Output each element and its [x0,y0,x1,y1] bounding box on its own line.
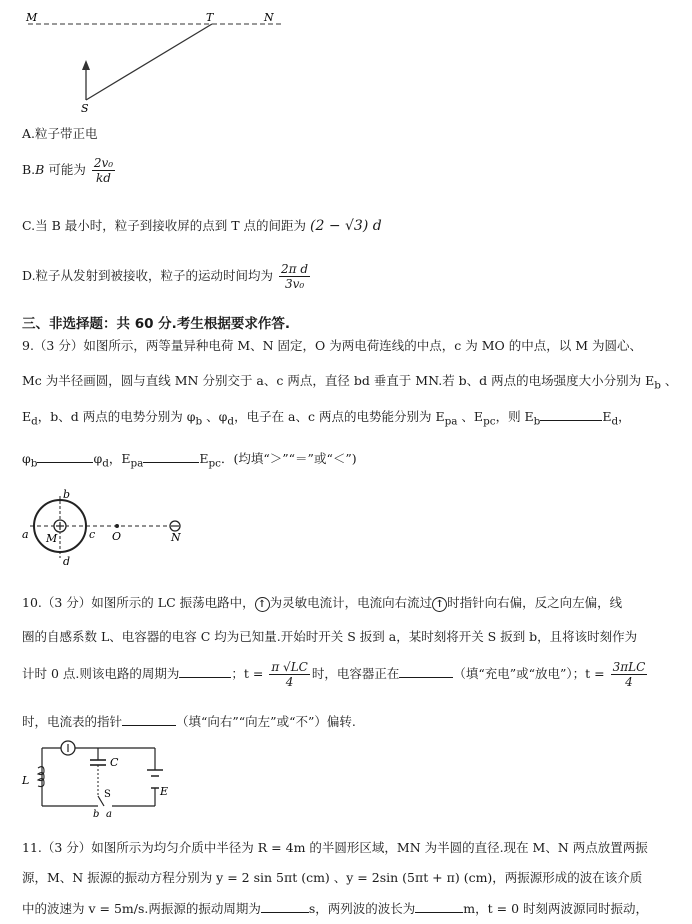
t: 时指针向右偏，反之向左偏，线 [447,595,623,610]
option-d-fraction [279,262,310,291]
label-b: b [93,809,100,820]
label-n: N [171,531,181,544]
t: ；t = [231,666,264,681]
t: E [602,409,612,424]
point-o [115,524,119,528]
label-n: N [264,11,274,24]
option-b [22,156,117,185]
sub: d [227,415,235,428]
t: E [199,451,209,466]
t: φ [93,451,103,466]
label-b: b [63,488,71,501]
frac-numerator: 3πLC [612,660,646,674]
option-b-text: 可能为 [44,162,86,177]
sub: d [102,457,109,470]
answer-blank[interactable] [179,665,231,678]
trajectory-line [86,24,212,100]
option-c [22,216,382,234]
answer-blank[interactable] [261,900,309,913]
sub: b [533,415,541,428]
label-t: T [206,11,214,24]
sub: d [31,415,38,428]
sub: b [195,415,203,428]
frac-denominator: 4 [285,675,294,689]
fraction [269,660,310,689]
t: s，两列波的波长为 [308,901,416,916]
fraction [611,660,648,689]
option-c-text: C.当 B 最小时，粒子到接收屏的点到 T 点的间距为 [22,218,307,233]
label-o: O [112,530,122,543]
q11-line2: 源，M、N 振源的振动方程分别为 y = 2 sin 5πt (cm) 、y = 2sin (5πt + π) (cm)，两振源形成的波在该介质 [22,870,643,885]
sub: pa [130,457,144,470]
t: φ [22,451,31,466]
lc-circuit-figure [20,740,170,820]
answer-blank[interactable] [399,665,453,678]
label-e: E [160,785,169,798]
t: ．(均填“＞”“＝”或“＜”) [221,451,357,466]
answer-blank[interactable] [122,713,176,726]
t: （填“向右”“向左”或“不”）偏转. [176,714,356,729]
option-b-fraction [92,156,115,185]
sub: pc [208,457,221,470]
option-b-var: B [35,162,45,177]
frac-denominator: 3v₀ [284,277,305,291]
t: ，b、d 两点的电势分别为 φ [37,409,196,424]
answer-blank[interactable] [415,900,463,913]
q11-line3 [22,899,648,917]
label-m: M [46,532,58,545]
frac-numerator: 2π d [281,262,309,276]
option-d-text: D.粒子从发射到被接收，粒子的运动时间均为 [22,268,274,283]
option-a: A.粒子带正电 [22,126,98,141]
t: （填“充电”或“放电”）；t = [453,666,605,681]
t: 为灵敏电流计，电流向右流过 [269,595,433,610]
frac-numerator: π √LC [271,660,308,674]
frac-numerator: 2v₀ [93,156,114,170]
label-a: a [22,528,29,541]
q10-line2: 圈的自感系数 L、电容器的电容 C 均为已知量.开始时开关 S 扳到 a，某时刻将开关 S 扳到 b，且将该时刻作为 [22,629,638,644]
t: ，则 E [495,409,534,424]
galvanometer-icon: ↑ [432,597,447,612]
label-s: S [104,789,111,800]
arrow-head [82,60,90,70]
q9-line1: 9.（3 分）如图所示，两等量异种电荷 M、N 固定，O 为两电荷连线的中点，c 为 MO 的中点，以 M 为圆心、 [22,338,642,353]
label-c: C [110,756,119,769]
galvanometer-icon: ↑ [255,597,270,612]
option-d [22,262,312,291]
t: 时，电流表的指针 [22,714,123,729]
t: ，电子在 a、c 两点的电势能分别为 E [234,409,445,424]
answer-blank[interactable] [143,450,199,463]
t: 中的波速为 v = 5m/s.两振源的振动周期为 [22,901,261,916]
t: 10.（3 分）如图所示的 LC 振荡电路中， [22,595,255,610]
t: 时，电容器正在 [311,666,400,681]
t: m，t = 0 时刻两波源同时振动， [463,901,649,916]
t: 、E [457,409,484,424]
answer-blank[interactable] [37,450,93,463]
q10-line4 [22,712,356,730]
inductor-icon [38,767,44,787]
sub: pc [483,415,496,428]
t: E [22,409,32,424]
section-title: 三、非选择题：共 60 分.考生根据要求作答. [22,316,290,332]
q10-line3 [22,660,649,689]
label-m: M [26,11,38,24]
sub: pa [444,415,458,428]
option-c-expr: (2 − √3) d [310,218,382,234]
frac-denominator: 4 [625,675,633,689]
frac-denominator: kd [95,171,111,185]
q9-line2 [22,371,677,392]
t: ， [618,409,631,424]
sub: b [654,379,661,392]
label-l: L [22,774,30,787]
q10-line1 [22,593,622,612]
sub: b [30,457,38,470]
label-s: S [81,102,89,115]
particle-trajectory-figure [20,8,300,118]
q9-line2-text: Mc 为半径画圆，圆与直线 MN 分别交于 a、c 两点，直径 bd 垂直于 MN.若 b、d 两点的电场强度大小分别为 E [22,373,655,388]
label-c: c [89,528,96,541]
sub: d [611,415,619,428]
answer-blank[interactable] [540,408,602,421]
q9-line4 [22,449,357,470]
label-a: a [106,809,112,820]
q9-line3 [22,407,631,428]
t: ，E [108,451,131,466]
option-b-prefix: B. [22,162,36,177]
t: 、φ [202,409,228,424]
t: 计时 0 点.则该电路的周期为 [22,666,180,681]
label-d: d [63,555,71,566]
q11-line1: 11.（3 分）如图所示为均匀介质中半径为 R = 4m 的半圆形区域，MN 为半圆的直径.现在 M、N 两点放置两振 [22,840,648,855]
charges-circle-figure [18,486,193,566]
q9-line2-end: 、 [660,373,678,388]
